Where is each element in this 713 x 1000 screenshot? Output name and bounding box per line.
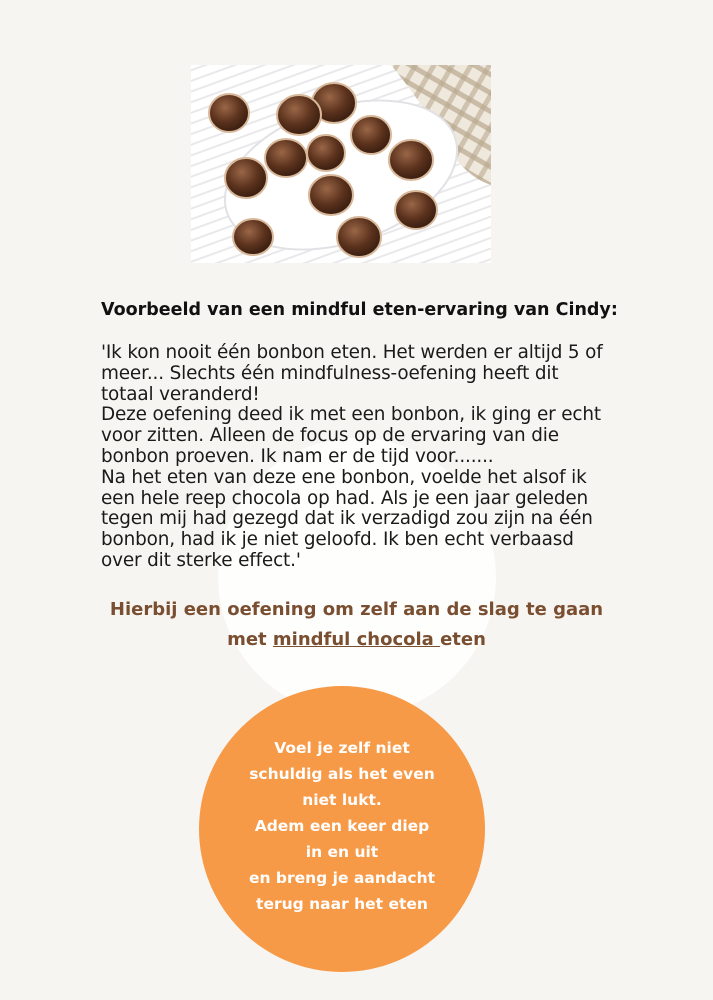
callout-prefix: met: [227, 629, 273, 650]
quote-line: bonbon, had ik je niet geloofd. Ik ben echt verbaasd: [101, 529, 574, 551]
quote-line: totaal veranderd!: [101, 383, 260, 405]
quote-line: meer... Slechts één mindfulness-oefening heeft dit: [101, 362, 559, 384]
quote-line: voor zitten. Alleen de focus op de ervaring van die: [101, 425, 559, 447]
bonbons-illustration: [191, 65, 491, 263]
quote-line: tegen mij had gezegd dat ik verzadigd zou zijn na één: [101, 508, 593, 530]
quote-line: Deze oefening deed ik met een bonbon, ik ging er echt: [101, 404, 601, 426]
callout-line-1: Hierbij een oefening om zelf aan de slag te gaan: [109, 599, 604, 620]
quote-line: bonbon proeven. Ik nam er de tijd voor.......: [101, 445, 494, 467]
tip-line: terug naar het eten: [256, 895, 428, 913]
tip-line: Voel je zelf niet: [274, 739, 410, 757]
callout-suffix: eten: [440, 629, 486, 650]
tip-line: en breng je aandacht: [248, 869, 436, 887]
quote-line: 'Ik kon nooit één bonbon eten. Het werden er altijd 5 of: [101, 342, 603, 363]
tip-line: in en uit: [305, 843, 379, 861]
quote-line: Na het eten van deze ene bonbon, voelde het alsof ik: [101, 466, 587, 488]
quote-line: over dit sterke effect.': [101, 549, 301, 571]
tip-line: Adem een keer diep: [254, 817, 430, 835]
testimonial-heading: Voorbeeld van een mindful eten-ervaring van Cindy:: [101, 300, 618, 320]
tip-line: niet lukt.: [302, 791, 382, 809]
exercise-callout: [80, 595, 633, 655]
testimonial-quote: [101, 343, 661, 572]
callout-line-2: [80, 625, 633, 655]
tip-line: schuldig als het even: [249, 765, 435, 783]
bonbons-photo: [191, 65, 491, 263]
mindful-chocola-link[interactable]: mindful chocola: [272, 629, 441, 650]
tip-text: [199, 735, 485, 917]
quote-line: een hele reep chocola op had. Als je een jaar geleden: [101, 487, 589, 509]
